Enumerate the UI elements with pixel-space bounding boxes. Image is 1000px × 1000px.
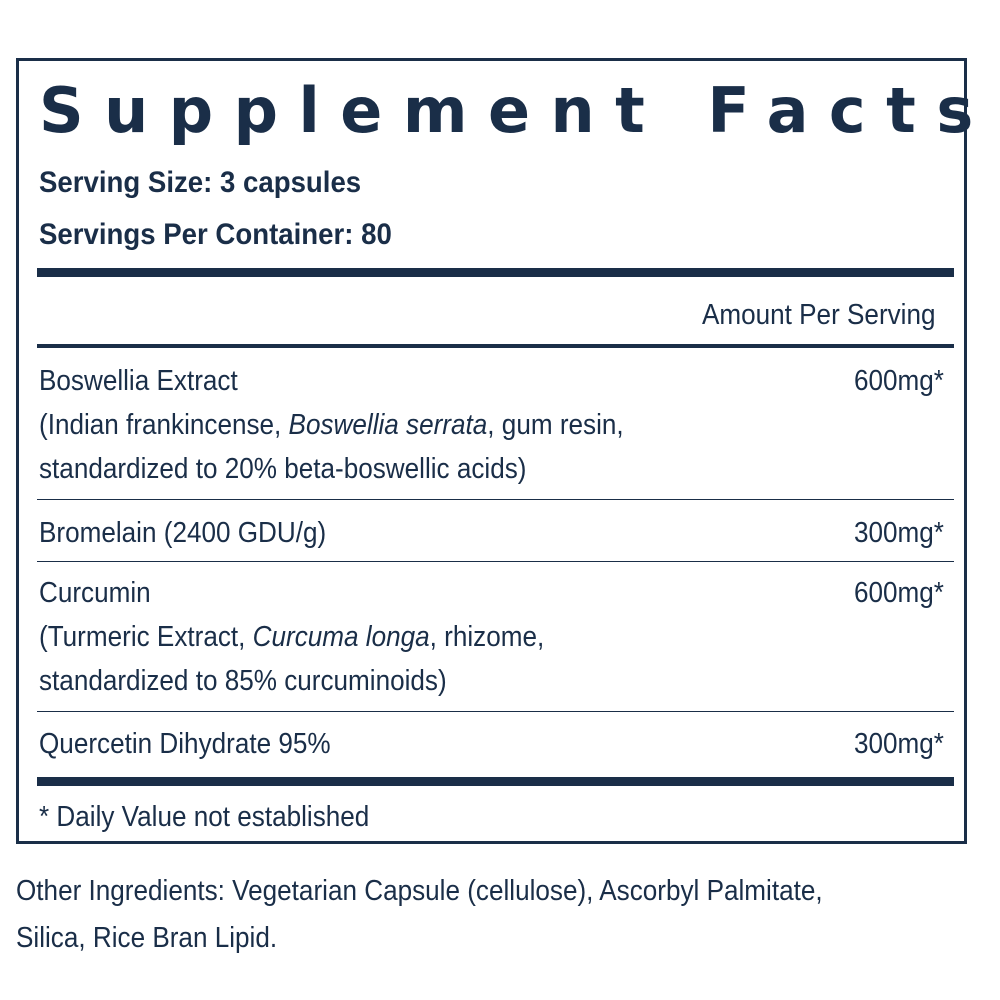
supplement-facts-panel — [16, 58, 994, 844]
amount-per-serving-header: Amount Per Serving — [702, 299, 936, 331]
divider-row — [37, 711, 954, 712]
ingredient-name — [39, 359, 624, 491]
ingredient-description-line: (Indian frankincense, Boswellia serrata, gum resin, — [39, 409, 624, 441]
other-ingredients-line: Silica, Rice Bran Lipid. — [16, 922, 278, 954]
daily-value-footnote: * Daily Value not established — [39, 801, 370, 833]
other-ingredients-line: Other Ingredients: Vegetarian Capsule (cellulose), Ascorbyl Palmitate, — [16, 875, 823, 907]
ingredient-description-line: (Turmeric Extract, Curcuma longa, rhizome, — [39, 621, 545, 653]
ingredient-amount: 600mg* — [854, 577, 944, 609]
divider-thick-top — [37, 268, 954, 277]
table-row-bromelain — [37, 511, 954, 555]
divider-row — [37, 499, 954, 500]
ingredient-amount: 600mg* — [854, 365, 944, 397]
divider-row — [37, 561, 954, 562]
botanical-name: Boswellia serrata — [288, 409, 488, 441]
ingredient-label: Quercetin Dihydrate 95% — [39, 728, 331, 760]
ingredient-label: Bromelain (2400 GDU/g) — [39, 517, 327, 549]
table-row-quercetin — [37, 722, 954, 766]
ingredient-label: Curcumin — [39, 577, 151, 609]
table-row-curcumin — [37, 571, 954, 705]
ingredient-name — [39, 722, 331, 766]
other-ingredients — [16, 868, 880, 962]
servings-per-container: Servings Per Container: 80 — [39, 218, 392, 251]
divider-thick-bottom — [37, 777, 954, 786]
ingredient-name — [39, 511, 326, 555]
botanical-name: Curcuma longa — [252, 621, 430, 653]
ingredient-name — [39, 571, 544, 703]
divider-header — [37, 344, 954, 348]
table-row-boswellia — [37, 359, 954, 493]
ingredient-amount: 300mg* — [854, 728, 944, 760]
ingredient-label: Boswellia Extract — [39, 365, 238, 397]
serving-size: Serving Size: 3 capsules — [39, 166, 362, 199]
panel-title: Supplement Facts — [39, 74, 994, 147]
ingredient-description-line: standardized to 20% beta-boswellic acids) — [39, 453, 527, 485]
ingredient-description-line: standardized to 85% curcuminoids) — [39, 665, 447, 697]
ingredient-amount: 300mg* — [854, 517, 944, 549]
